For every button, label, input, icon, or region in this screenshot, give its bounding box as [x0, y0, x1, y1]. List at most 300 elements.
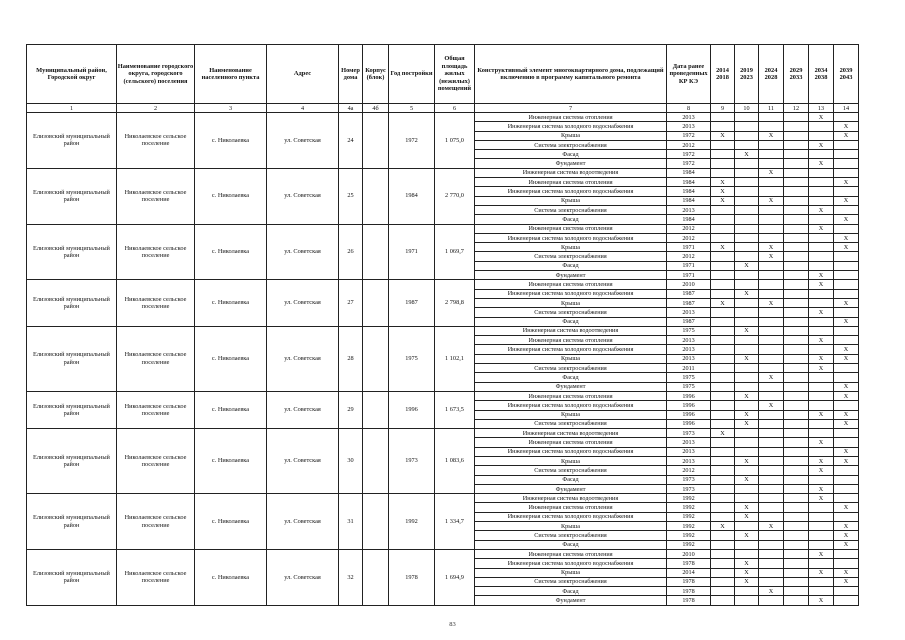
period-mark-cell [809, 298, 834, 307]
period-mark-cell [711, 587, 735, 596]
element-name-cell: Фасад [475, 215, 667, 224]
column-number: 3 [195, 104, 267, 113]
period-mark-cell [759, 475, 784, 484]
element-name-cell: Система электроснабжения [475, 419, 667, 428]
period-mark-cell: X [809, 364, 834, 373]
last-repair-date-cell: 2013 [667, 456, 711, 465]
last-repair-date-cell: 1971 [667, 271, 711, 280]
period-mark-cell [834, 113, 859, 122]
period-mark-cell: X [735, 577, 759, 586]
last-repair-date-cell: 1992 [667, 512, 711, 521]
period-mark-cell [809, 475, 834, 484]
period-mark-cell [784, 131, 809, 140]
last-repair-date-cell: 1972 [667, 159, 711, 168]
last-repair-date-cell: 2012 [667, 140, 711, 149]
period-mark-cell [711, 494, 735, 503]
period-mark-cell [735, 168, 759, 177]
last-repair-date-cell: 1973 [667, 475, 711, 484]
period-mark-cell [834, 549, 859, 558]
period-mark-cell: X [735, 559, 759, 568]
street-cell: ул. Советская [267, 391, 339, 428]
period-mark-cell [735, 373, 759, 382]
period-mark-cell [711, 577, 735, 586]
period-mark-cell [759, 187, 784, 196]
period-mark-cell [809, 252, 834, 261]
period-mark-cell [784, 364, 809, 373]
last-repair-date-cell: 1978 [667, 587, 711, 596]
period-mark-cell [735, 345, 759, 354]
period-mark-cell [735, 587, 759, 596]
period-mark-cell: X [759, 196, 784, 205]
last-repair-date-cell: 1984 [667, 196, 711, 205]
element-name-cell: Фасад [475, 317, 667, 326]
last-repair-date-cell: 2013 [667, 438, 711, 447]
street-cell: ул. Советская [267, 168, 339, 224]
column-number: 7 [475, 104, 667, 113]
settlement-cell: Николаевское сельское поселение [117, 224, 195, 280]
period-mark-cell: X [735, 531, 759, 540]
element-name-cell: Фасад [475, 261, 667, 270]
period-mark-cell [784, 391, 809, 400]
street-cell: ул. Советская [267, 326, 339, 391]
element-name-cell: Фундамент [475, 484, 667, 493]
period-mark-cell [834, 429, 859, 438]
period-mark-cell [735, 196, 759, 205]
period-mark-cell [784, 401, 809, 410]
last-repair-date-cell: 2013 [667, 205, 711, 214]
period-mark-cell [759, 317, 784, 326]
block-cell [363, 113, 389, 169]
area-cell: 1 334,7 [435, 494, 475, 550]
period-mark-cell: X [834, 317, 859, 326]
element-name-cell: Крыша [475, 456, 667, 465]
period-mark-cell [809, 531, 834, 540]
period-mark-cell [784, 531, 809, 540]
period-mark-cell [711, 503, 735, 512]
element-name-cell: Инженерная система отопления [475, 336, 667, 345]
period-mark-cell [784, 447, 809, 456]
period-mark-cell [711, 150, 735, 159]
period-mark-cell [784, 429, 809, 438]
district-cell: Елизовский муниципальный район [27, 494, 117, 550]
element-name-cell: Инженерная система холодного водоснабжения [475, 447, 667, 456]
period-mark-cell [711, 233, 735, 242]
last-repair-date-cell: 1975 [667, 373, 711, 382]
col-element-header: Конструктивный элемент многоквартирного дома, подлежащий включению в программу капитального ремонта [475, 45, 667, 104]
period-mark-cell [834, 466, 859, 475]
period-mark-cell [759, 410, 784, 419]
block-cell [363, 224, 389, 280]
element-name-cell: Система электроснабжения [475, 205, 667, 214]
house-number-cell: 27 [339, 280, 363, 326]
period-mark-cell: X [834, 540, 859, 549]
period-mark-cell [834, 289, 859, 298]
period-mark-cell: X [834, 178, 859, 187]
district-cell: Елизовский муниципальный район [27, 391, 117, 428]
period-mark-cell [759, 382, 784, 391]
period-mark-cell [834, 308, 859, 317]
period-mark-cell: X [735, 512, 759, 521]
last-repair-date-cell: 1984 [667, 187, 711, 196]
period-mark-cell [759, 512, 784, 521]
col-district-header: Муниципальный район, Городской округ [27, 45, 117, 104]
element-name-cell: Фундамент [475, 271, 667, 280]
period-mark-cell [711, 317, 735, 326]
period-mark-cell [784, 336, 809, 345]
period-mark-cell: X [809, 410, 834, 419]
period-mark-cell [735, 540, 759, 549]
period-mark-cell [759, 224, 784, 233]
table-row [27, 113, 859, 122]
col-last-repair-header: Дата ранее проведенных КР КЭ [667, 45, 711, 104]
period-mark-cell: X [759, 522, 784, 531]
element-name-cell: Инженерная система холодного водоснабжения [475, 401, 667, 410]
period-mark-cell [711, 531, 735, 540]
period-mark-cell [711, 168, 735, 177]
settlement-cell: Николаевское сельское поселение [117, 494, 195, 550]
element-name-cell: Инженерная система водоотведения [475, 168, 667, 177]
last-repair-date-cell: 2010 [667, 549, 711, 558]
area-cell: 1 083,6 [435, 429, 475, 494]
period-mark-cell: X [834, 568, 859, 577]
period-mark-cell: X [759, 131, 784, 140]
period-mark-cell [735, 113, 759, 122]
period-mark-cell: X [834, 215, 859, 224]
period-mark-cell [809, 196, 834, 205]
last-repair-date-cell: 2013 [667, 308, 711, 317]
period-mark-cell [809, 447, 834, 456]
period-mark-cell [759, 596, 784, 605]
last-repair-date-cell: 2013 [667, 354, 711, 363]
period-mark-cell: X [834, 122, 859, 131]
period-mark-cell [834, 587, 859, 596]
period-mark-cell: X [735, 326, 759, 335]
period-mark-cell: X [809, 484, 834, 493]
period-mark-cell [735, 233, 759, 242]
period-mark-cell [784, 577, 809, 586]
period-mark-cell: X [834, 456, 859, 465]
period-mark-cell: X [759, 252, 784, 261]
period-mark-cell [809, 382, 834, 391]
period-mark-cell [784, 298, 809, 307]
period-mark-cell [784, 205, 809, 214]
block-cell [363, 168, 389, 224]
last-repair-date-cell: 1978 [667, 596, 711, 605]
last-repair-date-cell: 2012 [667, 466, 711, 475]
period-mark-cell [809, 122, 834, 131]
period-mark-cell: X [834, 447, 859, 456]
period-mark-cell [809, 131, 834, 140]
period-mark-cell: X [711, 429, 735, 438]
element-name-cell: Система электроснабжения [475, 308, 667, 317]
year-built-cell: 1987 [389, 280, 435, 326]
col-period-header: 2034 2038 [809, 45, 834, 104]
period-mark-cell [784, 522, 809, 531]
period-mark-cell [784, 159, 809, 168]
period-mark-cell [834, 271, 859, 280]
element-name-cell: Система электроснабжения [475, 466, 667, 475]
locality-cell: с. Николаевка [195, 391, 267, 428]
column-number: 4 [267, 104, 339, 113]
period-mark-cell [834, 559, 859, 568]
period-mark-cell [711, 373, 735, 382]
period-mark-cell: X [834, 243, 859, 252]
element-name-cell: Система электроснабжения [475, 252, 667, 261]
period-mark-cell [759, 429, 784, 438]
period-mark-cell [809, 317, 834, 326]
period-mark-cell: X [834, 233, 859, 242]
period-mark-cell [759, 503, 784, 512]
period-mark-cell [759, 447, 784, 456]
period-mark-cell [784, 308, 809, 317]
period-mark-cell [784, 168, 809, 177]
period-mark-cell [784, 178, 809, 187]
settlement-cell: Николаевское сельское поселение [117, 326, 195, 391]
period-mark-cell [759, 559, 784, 568]
element-name-cell: Крыша [475, 298, 667, 307]
period-mark-cell [834, 494, 859, 503]
period-mark-cell [834, 475, 859, 484]
period-mark-cell: X [834, 522, 859, 531]
last-repair-date-cell: 1984 [667, 178, 711, 187]
period-mark-cell [711, 512, 735, 521]
period-mark-cell [784, 559, 809, 568]
col-house-header: Номер дома [339, 45, 363, 104]
period-mark-cell [834, 261, 859, 270]
period-mark-cell [711, 345, 735, 354]
col-period-header: 2024 2028 [759, 45, 784, 104]
element-name-cell: Инженерная система отопления [475, 224, 667, 233]
period-mark-cell [784, 438, 809, 447]
period-mark-cell [784, 410, 809, 419]
element-name-cell: Фундамент [475, 382, 667, 391]
last-repair-date-cell: 1992 [667, 503, 711, 512]
period-mark-cell [809, 559, 834, 568]
locality-cell: с. Николаевка [195, 494, 267, 550]
district-cell: Елизовский муниципальный район [27, 549, 117, 605]
period-mark-cell [735, 122, 759, 131]
house-number-cell: 32 [339, 549, 363, 605]
table-row [27, 168, 859, 177]
locality-cell: с. Николаевка [195, 113, 267, 169]
period-mark-cell [784, 317, 809, 326]
settlement-cell: Николаевское сельское поселение [117, 280, 195, 326]
period-mark-cell: X [834, 577, 859, 586]
period-mark-cell: X [759, 373, 784, 382]
period-mark-cell [735, 494, 759, 503]
period-mark-cell [834, 187, 859, 196]
period-mark-cell [711, 559, 735, 568]
period-mark-cell [784, 484, 809, 493]
period-mark-cell [711, 382, 735, 391]
period-mark-cell [759, 364, 784, 373]
period-mark-cell [759, 484, 784, 493]
period-mark-cell: X [809, 494, 834, 503]
period-mark-cell: X [809, 466, 834, 475]
period-mark-cell [834, 224, 859, 233]
column-number: 14 [834, 104, 859, 113]
period-mark-cell [759, 122, 784, 131]
period-mark-cell: X [759, 587, 784, 596]
locality-cell: с. Николаевка [195, 326, 267, 391]
period-mark-cell: X [834, 345, 859, 354]
period-mark-cell [759, 205, 784, 214]
block-cell [363, 280, 389, 326]
column-number: 11 [759, 104, 784, 113]
year-built-cell: 1996 [389, 391, 435, 428]
element-name-cell: Инженерная система водоотведения [475, 429, 667, 438]
period-mark-cell [784, 354, 809, 363]
year-built-cell: 1992 [389, 494, 435, 550]
element-name-cell: Система электроснабжения [475, 140, 667, 149]
period-mark-cell [735, 298, 759, 307]
period-mark-cell: X [711, 131, 735, 140]
period-mark-cell [735, 187, 759, 196]
house-number-cell: 26 [339, 224, 363, 280]
period-mark-cell [759, 531, 784, 540]
element-name-cell: Фундамент [475, 596, 667, 605]
period-mark-cell [711, 113, 735, 122]
column-number: 8 [667, 104, 711, 113]
repair-program-table [26, 44, 859, 606]
period-mark-cell: X [834, 503, 859, 512]
column-number: 10 [735, 104, 759, 113]
period-mark-cell [735, 243, 759, 252]
period-mark-cell [711, 391, 735, 400]
period-mark-cell [784, 345, 809, 354]
period-mark-cell [834, 159, 859, 168]
period-mark-cell [834, 364, 859, 373]
period-mark-cell [784, 503, 809, 512]
period-mark-cell: X [711, 196, 735, 205]
period-mark-cell [784, 373, 809, 382]
period-mark-cell [735, 549, 759, 558]
element-name-cell: Система электроснабжения [475, 531, 667, 540]
last-repair-date-cell: 1972 [667, 150, 711, 159]
period-mark-cell [735, 364, 759, 373]
last-repair-date-cell: 1978 [667, 577, 711, 586]
street-cell: ул. Советская [267, 494, 339, 550]
area-cell: 1 102,1 [435, 326, 475, 391]
period-mark-cell [711, 419, 735, 428]
last-repair-date-cell: 2013 [667, 336, 711, 345]
element-name-cell: Система электроснабжения [475, 577, 667, 586]
period-mark-cell [759, 568, 784, 577]
period-mark-cell [784, 187, 809, 196]
period-mark-cell [759, 456, 784, 465]
period-mark-cell: X [809, 280, 834, 289]
element-name-cell: Инженерная система холодного водоснабжения [475, 512, 667, 521]
last-repair-date-cell: 1971 [667, 243, 711, 252]
period-mark-cell: X [735, 150, 759, 159]
street-cell: ул. Советская [267, 113, 339, 169]
period-mark-cell [784, 549, 809, 558]
column-number: 4б [363, 104, 389, 113]
period-mark-cell [711, 140, 735, 149]
period-mark-cell [784, 113, 809, 122]
column-number: 6 [435, 104, 475, 113]
table-row [27, 280, 859, 289]
period-mark-cell [759, 159, 784, 168]
street-cell: ул. Советская [267, 549, 339, 605]
block-cell [363, 391, 389, 428]
period-mark-cell [759, 233, 784, 242]
column-number: 4а [339, 104, 363, 113]
period-mark-cell [784, 122, 809, 131]
period-mark-cell [735, 522, 759, 531]
period-mark-cell [809, 243, 834, 252]
area-cell: 1 694,9 [435, 549, 475, 605]
table-row [27, 549, 859, 558]
period-mark-cell [711, 456, 735, 465]
period-mark-cell [759, 345, 784, 354]
period-mark-cell [784, 596, 809, 605]
period-mark-cell [759, 466, 784, 475]
period-mark-cell: X [735, 419, 759, 428]
period-mark-cell [784, 252, 809, 261]
period-mark-cell [735, 466, 759, 475]
column-number: 1 [27, 104, 117, 113]
column-number: 12 [784, 104, 809, 113]
period-mark-cell: X [735, 261, 759, 270]
period-mark-cell [834, 280, 859, 289]
period-mark-cell [834, 438, 859, 447]
period-mark-cell: X [809, 271, 834, 280]
period-mark-cell: X [834, 131, 859, 140]
settlement-cell: Николаевское сельское поселение [117, 168, 195, 224]
period-mark-cell [711, 410, 735, 419]
period-mark-cell [711, 596, 735, 605]
period-mark-cell [784, 289, 809, 298]
period-mark-cell: X [809, 205, 834, 214]
last-repair-date-cell: 2014 [667, 568, 711, 577]
year-built-cell: 1972 [389, 113, 435, 169]
period-mark-cell [784, 271, 809, 280]
period-mark-cell [711, 447, 735, 456]
period-mark-cell [735, 429, 759, 438]
period-mark-cell [759, 215, 784, 224]
last-repair-date-cell: 1973 [667, 429, 711, 438]
period-mark-cell [809, 168, 834, 177]
last-repair-date-cell: 2011 [667, 364, 711, 373]
period-mark-cell [834, 326, 859, 335]
col-settlement-header: Наименование городского округа, городского (сельского) поселения [117, 45, 195, 104]
element-name-cell: Крыша [475, 196, 667, 205]
table-row [27, 429, 859, 438]
col-year-header: Год постройки [389, 45, 435, 104]
element-name-cell: Инженерная система холодного водоснабжения [475, 559, 667, 568]
period-mark-cell [711, 466, 735, 475]
period-mark-cell [809, 512, 834, 521]
element-name-cell: Фундамент [475, 159, 667, 168]
last-repair-date-cell: 1992 [667, 522, 711, 531]
period-mark-cell [809, 187, 834, 196]
period-mark-cell [784, 215, 809, 224]
year-built-cell: 1973 [389, 429, 435, 494]
period-mark-cell [711, 401, 735, 410]
table-row [27, 494, 859, 503]
last-repair-date-cell: 1984 [667, 215, 711, 224]
period-mark-cell [735, 140, 759, 149]
period-mark-cell [711, 364, 735, 373]
period-mark-cell [735, 447, 759, 456]
period-mark-cell [711, 326, 735, 335]
column-number-row [27, 104, 859, 113]
area-cell: 1 069,7 [435, 224, 475, 280]
period-mark-cell [834, 205, 859, 214]
column-number: 2 [117, 104, 195, 113]
last-repair-date-cell: 1996 [667, 391, 711, 400]
